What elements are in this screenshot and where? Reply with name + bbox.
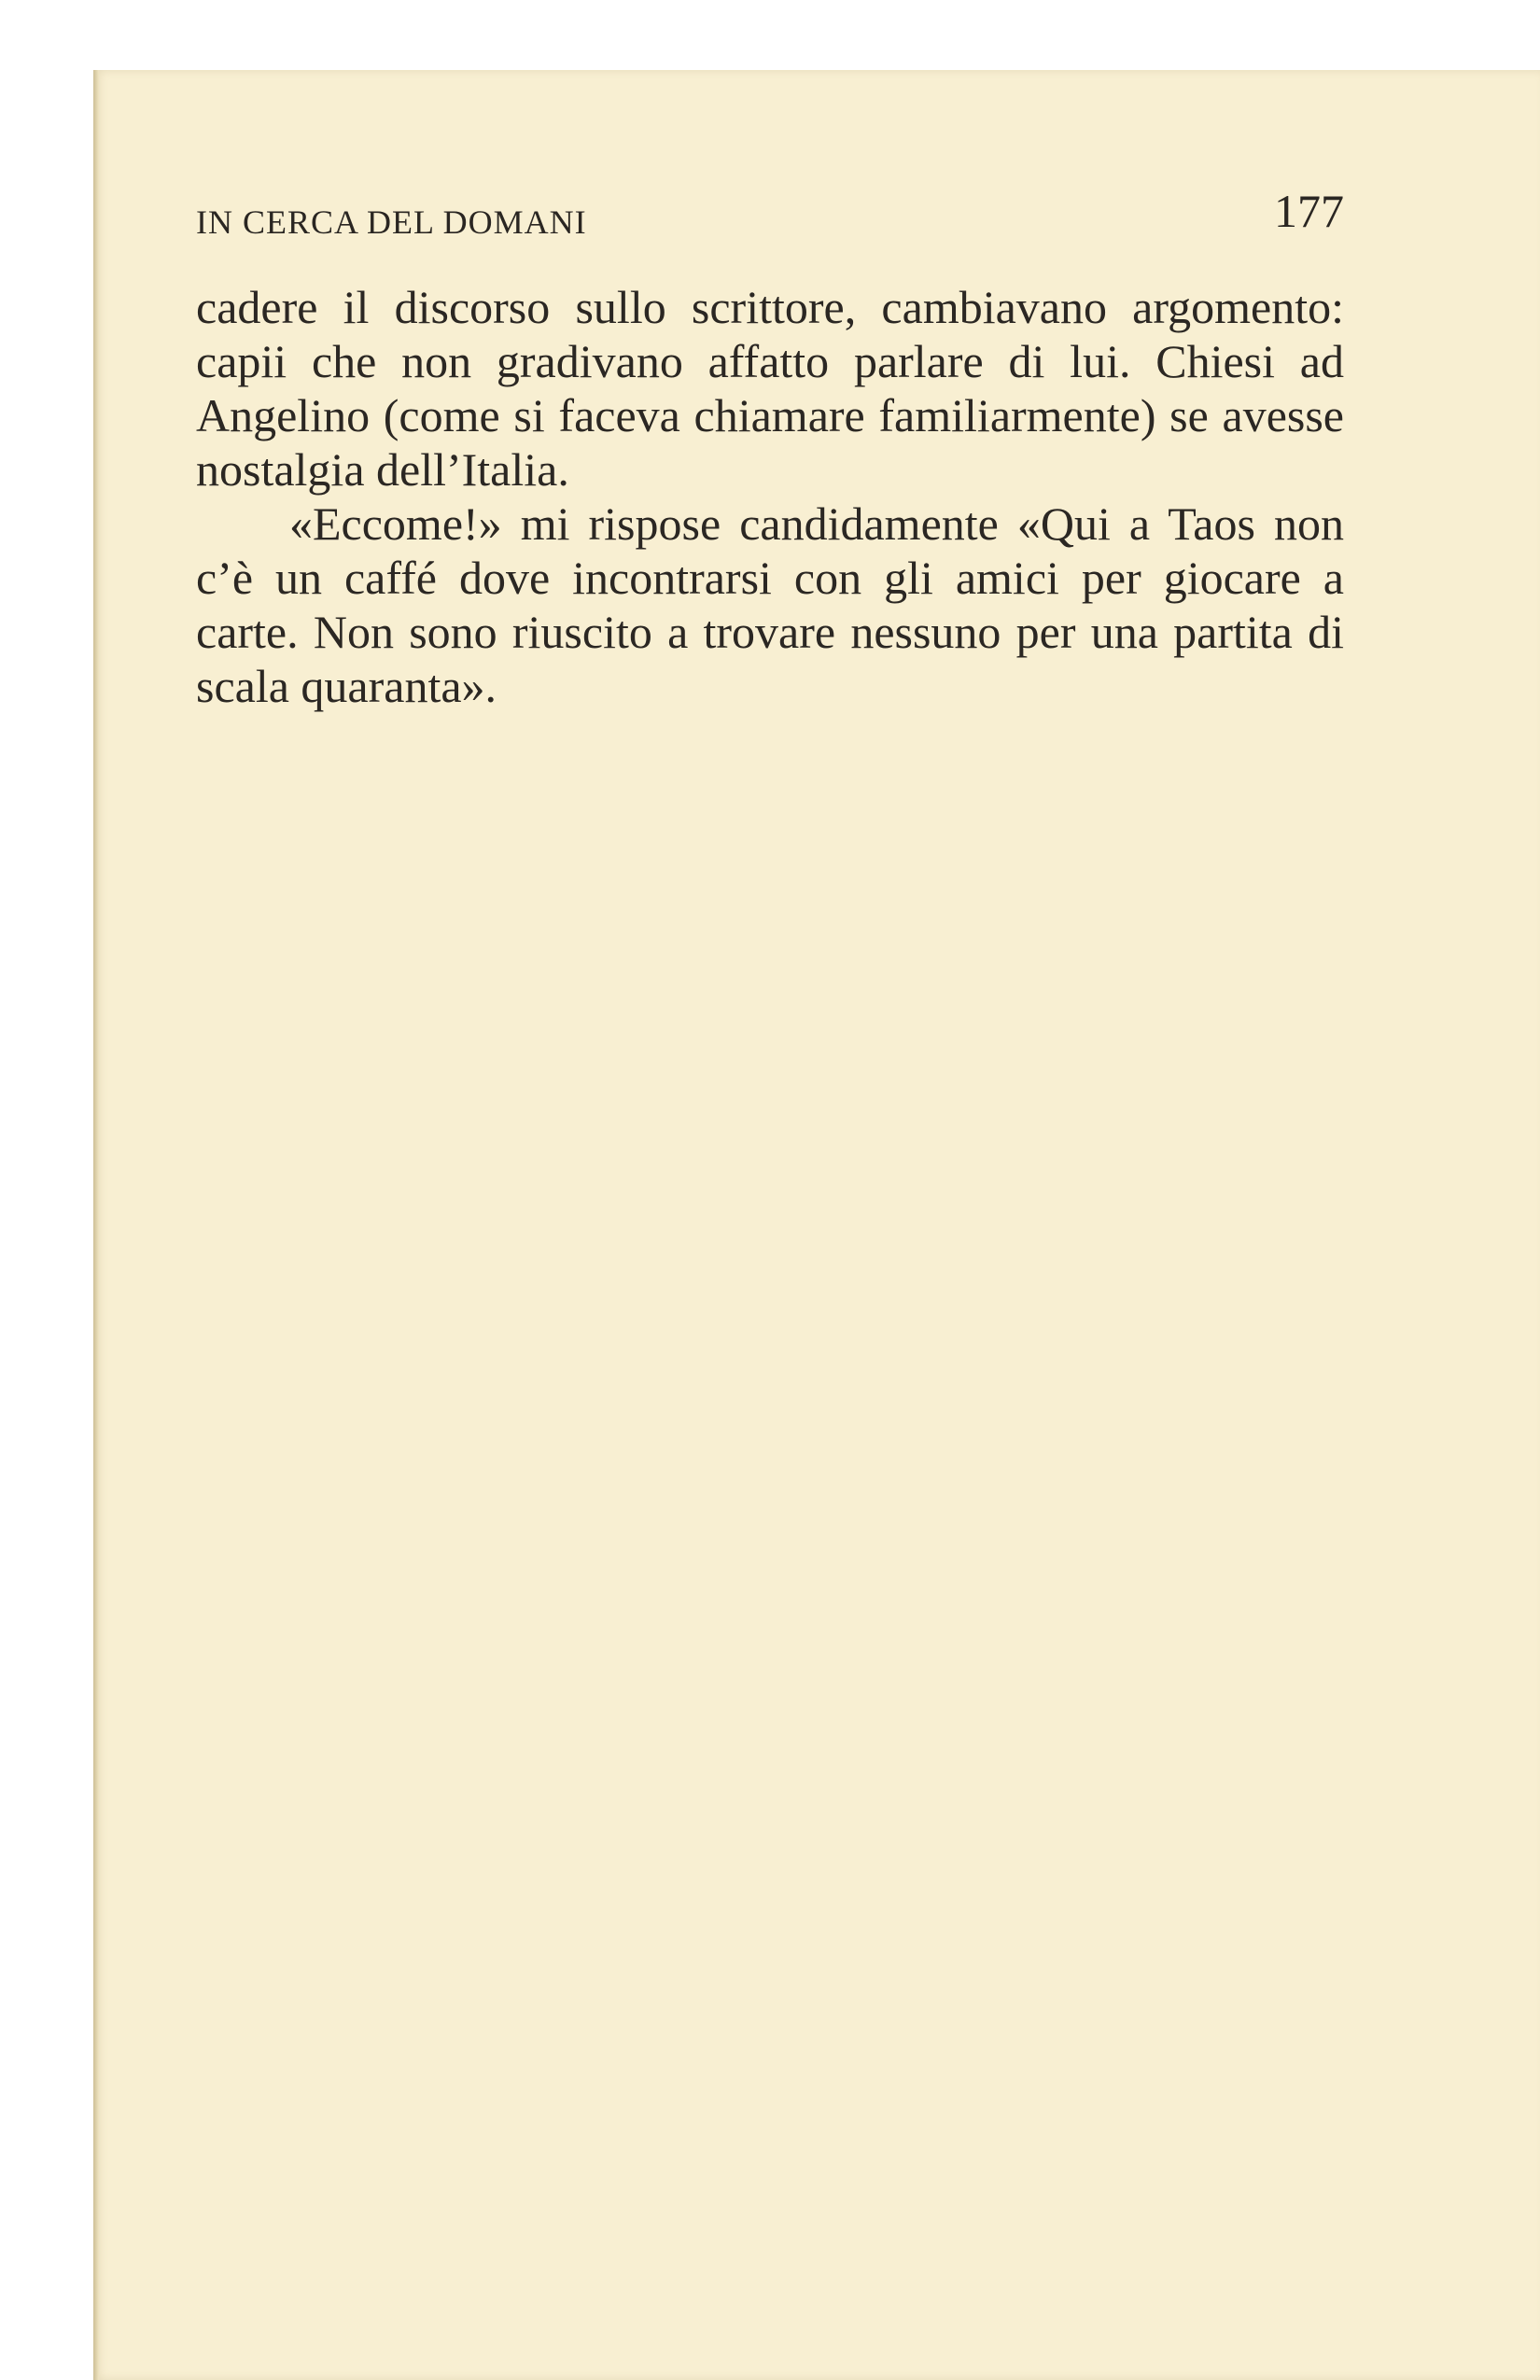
page-edge [93, 70, 99, 2380]
running-title: IN CERCA DEL DOMANI [196, 203, 587, 241]
paragraph: «Eccome!» mi rispose candidamente «Qui a Taos non c’è un caffé dove incontrarsi con gli amici per giocare a carte. Non sono riuscito a trovare nessuno per una partita di scala quaranta». [196, 497, 1344, 712]
paragraph: cadere il discorso sullo scrittore, cambiavano argomento: capii che non gradivano affatto parlare di lui. Chiesi ad Angelino (come si faceva chiamare familiarmente) se avesse nostalgia dell’Italia. [196, 281, 1344, 496]
page-number: 177 [1274, 185, 1344, 237]
running-head [196, 182, 1344, 247]
body-text [196, 280, 1344, 713]
